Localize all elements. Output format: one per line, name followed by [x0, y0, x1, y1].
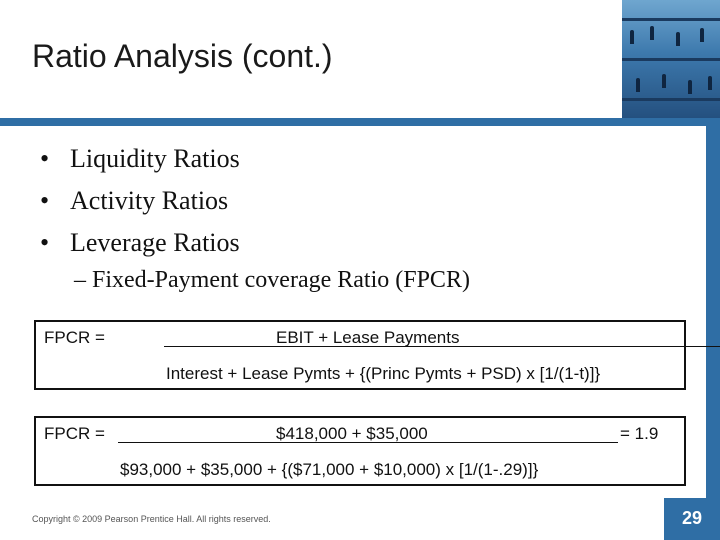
bullet-item: • Leverage Ratios [40, 228, 240, 257]
photo-railing [622, 18, 720, 21]
formula-denominator: $93,000 + $35,000 + {($71,000 + $10,000) x [1/(1-.29)]} [120, 460, 539, 479]
bullet-item: • Liquidity Ratios [40, 144, 240, 173]
photo-railing [622, 58, 720, 61]
photo-railing [622, 98, 720, 101]
copyright-footer: Copyright © 2009 Pearson Prentice Hall. All rights reserved. [32, 514, 271, 524]
formula-label: FPCR = [44, 424, 105, 443]
page-number: 29 [681, 508, 703, 528]
photo-figure [688, 80, 692, 94]
formula-numerator: EBIT + Lease Payments [276, 328, 460, 347]
photo-figure [676, 32, 680, 46]
formula-numerator: $418,000 + $35,000 [276, 424, 428, 443]
formula-denominator: Interest + Lease Pymts + {(Princ Pymts + PSD) x [1/(1-t)]} [166, 364, 601, 383]
photo-figure [636, 78, 640, 92]
bullet-item: • Activity Ratios [40, 186, 229, 215]
header-photo [622, 0, 720, 118]
photo-figure [630, 30, 634, 44]
header-divider [0, 118, 720, 126]
sub-bullet: – Fixed-Payment coverage Ratio (FPCR) [74, 267, 470, 293]
photo-figure [650, 26, 654, 40]
formula-result: = 1.9 [620, 424, 659, 443]
right-accent-bar [706, 126, 720, 540]
bullet-list [40, 142, 240, 268]
photo-figure [662, 74, 666, 88]
photo-figure [708, 76, 712, 90]
photo-figure [700, 28, 704, 42]
slide-title: Ratio Analysis (cont.) [32, 38, 333, 74]
formula-label: FPCR = [44, 328, 105, 347]
